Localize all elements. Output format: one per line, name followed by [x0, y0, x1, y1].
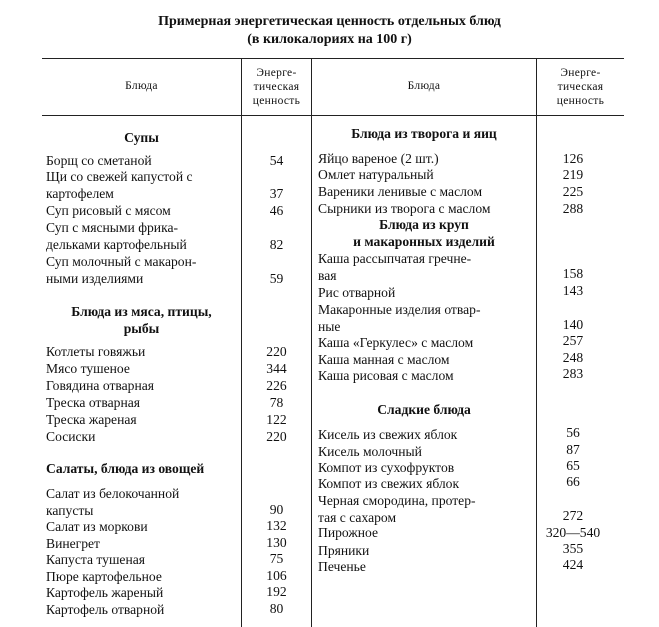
value-rice-porridge: 283 — [562, 366, 584, 381]
dish-stewed-meat: Мясо тушеное — [46, 361, 130, 376]
header-dishes-right: Блюда — [407, 80, 441, 92]
dish-compote-dried: Компот из сухофруктов — [318, 460, 455, 475]
dish-cookies: Печенье — [318, 559, 366, 574]
value-kissel-apple: 56 — [566, 425, 580, 440]
dish-sausages: Сосиски — [46, 429, 96, 444]
value-shchi: 37 — [269, 186, 284, 201]
dish-buckwheat-line2: вая — [318, 268, 337, 283]
header-energy-left-3: ценность — [252, 95, 301, 107]
dish-gingerbread: Пряники — [318, 543, 370, 558]
col-divider-2 — [311, 58, 312, 627]
value-vinegret: 130 — [266, 535, 287, 550]
value-kissel-milk: 87 — [566, 442, 580, 457]
dish-boiled-potato: Картофель отварной — [46, 602, 165, 617]
section-meat-line2: рыбы — [123, 321, 160, 336]
dish-semolina: Каша манная с маслом — [318, 352, 450, 367]
value-milk-soup: 59 — [269, 271, 284, 286]
dish-meatball-soup-line2: дельками картофельный — [46, 237, 187, 252]
dish-hercules: Каша «Геркулес» с маслом — [318, 335, 474, 350]
dish-shchi-line1: Щи со свежей капустой с — [46, 169, 193, 184]
value-cookies: 424 — [562, 557, 584, 572]
value-meatball-soup: 82 — [269, 237, 284, 252]
dish-boiled-beef: Говядина отварная — [46, 378, 155, 393]
dish-milk-soup-line2: ными изделиями — [46, 271, 144, 286]
value-cutlets: 220 — [266, 344, 287, 359]
header-energy-right-1: Энерге- — [560, 67, 601, 79]
value-semolina: 248 — [562, 350, 584, 365]
value-stewed-cabbage: 75 — [269, 551, 284, 566]
dish-rice-porridge: Каша рисовая с маслом — [318, 368, 454, 383]
value-gingerbread: 355 — [562, 541, 584, 556]
header-dishes-left: Блюда — [125, 80, 158, 92]
dish-compote-apple: Компот из свежих яблок — [318, 476, 460, 491]
value-syrniki: 288 — [562, 201, 584, 216]
header-energy-left-2: тическая — [253, 81, 300, 93]
dish-currant-line1: Черная смородина, протер- — [318, 493, 476, 508]
dish-buckwheat-line1: Каша рассыпчатая гречне- — [318, 251, 472, 266]
value-compote-dried: 65 — [566, 458, 580, 473]
dish-kissel-apple: Кисель из свежих яблок — [318, 427, 458, 442]
dish-kissel-milk: Кисель молочный — [318, 444, 422, 459]
dish-pasta-line1: Макаронные изделия отвар- — [318, 302, 481, 317]
dish-cake: Пирожное — [318, 525, 379, 540]
section-curd-eggs: Блюда из творога и яиц — [351, 126, 497, 141]
section-sweets: Сладкие блюда — [377, 402, 471, 417]
dish-egg: Яйцо вареное (2 шт.) — [318, 151, 439, 166]
dish-shchi-line2: картофелем — [46, 186, 114, 201]
section-grain-line1: Блюда из круп — [379, 217, 469, 232]
value-carrot-salad: 132 — [266, 518, 287, 533]
table-title-line2: (в килокалориях на 100 г) — [247, 32, 412, 47]
dish-rice-soup: Суп рисовый с мясом — [46, 203, 171, 218]
value-cake: 320—540 — [545, 525, 601, 540]
value-sausages: 220 — [266, 429, 287, 444]
dish-currant-line2: тая с сахаром — [318, 510, 397, 525]
value-boiled-beef: 226 — [266, 378, 287, 393]
section-grain-line2: и макаронных изделий — [353, 234, 495, 249]
dish-rice: Рис отварной — [318, 285, 396, 300]
value-vareniki: 225 — [562, 184, 584, 199]
dish-cutlets: Котлеты говяжьи — [46, 344, 146, 359]
value-borsch: 54 — [269, 153, 284, 168]
dish-meatball-soup-line1: Суп с мясными фрика- — [46, 220, 179, 235]
value-boiled-potato: 80 — [269, 601, 284, 616]
value-fried-cod: 122 — [266, 412, 287, 427]
value-currant: 272 — [562, 508, 584, 523]
dish-vareniki: Вареники ленивые с маслом — [318, 184, 483, 199]
value-compote-apple: 66 — [566, 474, 580, 489]
table-title-line1: Примерная энергетическая ценность отдельных блюд — [158, 14, 501, 29]
value-stewed-meat: 344 — [266, 361, 287, 376]
value-mashed-potato: 106 — [266, 568, 287, 583]
value-hercules: 257 — [562, 333, 584, 348]
value-fried-potato: 192 — [266, 584, 287, 599]
dish-syrniki: Сырники из творога с маслом — [318, 201, 491, 216]
dish-fried-potato: Картофель жареный — [46, 585, 164, 600]
value-buckwheat: 158 — [562, 266, 584, 281]
section-meat-line1: Блюда из мяса, птицы, — [71, 304, 212, 319]
dish-mashed-potato: Пюре картофельное — [46, 569, 162, 584]
dish-carrot-salad: Салат из моркови — [46, 519, 148, 534]
dish-omelet: Омлет натуральный — [318, 167, 434, 182]
dish-cabbage-salad-line1: Салат из белокочанной — [46, 486, 180, 501]
header-energy-right-2: тическая — [557, 81, 604, 93]
section-soups: Супы — [124, 130, 159, 145]
value-pasta: 140 — [562, 317, 584, 332]
header-energy-right-3: ценность — [556, 95, 605, 107]
dish-boiled-cod: Треска отварная — [46, 395, 141, 410]
value-rice-soup: 46 — [269, 203, 284, 218]
header-energy-left-1: Энерге- — [256, 67, 297, 79]
value-rice: 143 — [562, 283, 584, 298]
value-cabbage-salad: 90 — [269, 502, 284, 517]
value-egg: 126 — [562, 151, 584, 166]
dish-fried-cod: Треска жареная — [46, 412, 137, 427]
dish-borsch: Борщ со сметаной — [46, 153, 152, 168]
value-omelet: 219 — [562, 167, 584, 182]
dish-pasta-line2: ные — [318, 319, 341, 334]
section-salads: Салаты, блюда из овощей — [46, 461, 205, 476]
dish-stewed-cabbage: Капуста тушеная — [46, 552, 146, 567]
dish-vinegret: Винегрет — [46, 536, 100, 551]
value-boiled-cod: 78 — [269, 395, 284, 410]
dish-cabbage-salad-line2: капусты — [46, 503, 94, 518]
dish-milk-soup-line1: Суп молочный с макарон- — [46, 254, 197, 269]
